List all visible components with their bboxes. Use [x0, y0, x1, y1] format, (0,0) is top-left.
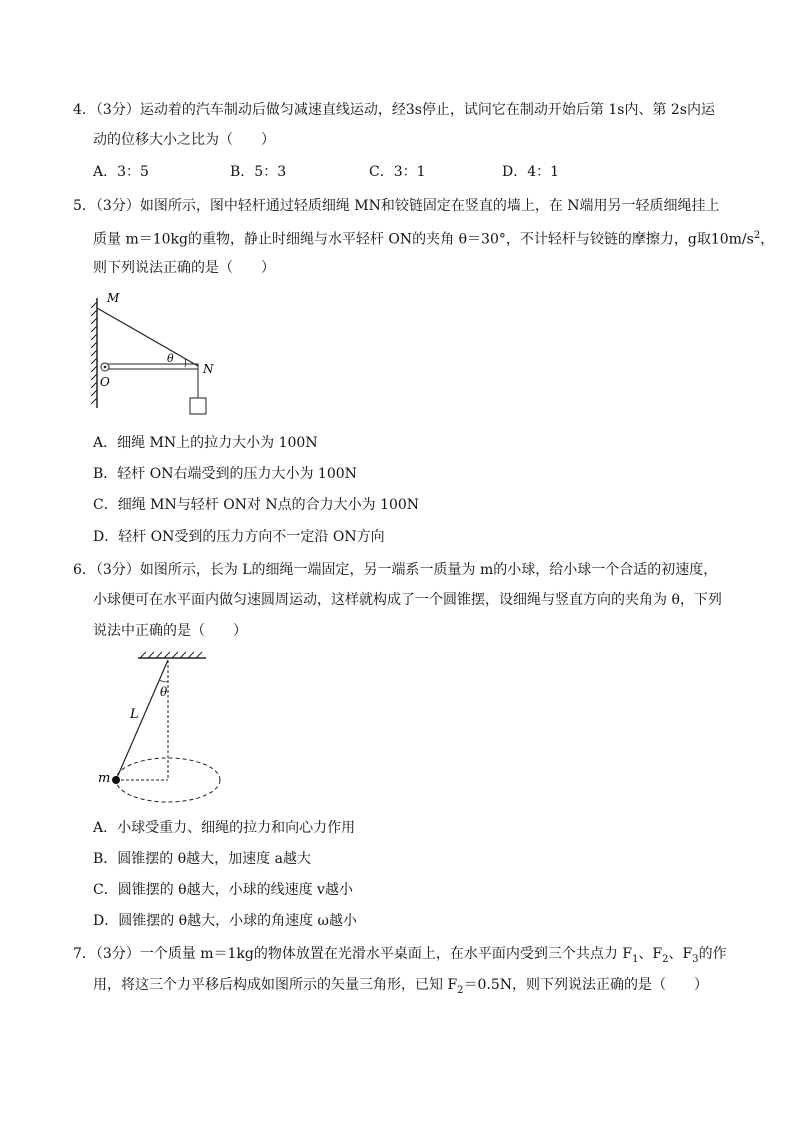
q6-line-3: 说法中正确的是（ ） — [93, 623, 247, 639]
q6-line-1: 6．（3分）如图所示，长为 L的细绳一端固定，另一端系一质量为 m的小球，给小球一个合适的初速度， — [73, 562, 718, 578]
q7-sub-1: 1 — [632, 953, 639, 965]
q6-figure-conical-pendulum — [92, 648, 252, 808]
rope-mn — [97, 308, 198, 366]
label-m: m — [98, 771, 111, 786]
theta-arc — [185, 359, 186, 367]
q5-option-a: A．细绳 MN上的拉力大小为 100N — [93, 435, 318, 451]
q5-line-1: 5．（3分）如图所示，图中轻杆通过轻质细绳 MN和铰链固定在竖直的墙上，在 N端用另一轻质细绳挂上 — [73, 198, 720, 214]
theta-arc — [159, 680, 168, 682]
q5-line-2-sup: 2 — [753, 230, 761, 241]
q6-line-2: 小球便可在水平面内做匀速圆周运动，这样就构成了一个圆锥摆，设细绳与竖直方向的夹角为 θ，下列 — [93, 592, 722, 608]
q7-line-1-sep-1: 、F — [638, 946, 663, 962]
label-n: N — [203, 362, 214, 376]
rod-on — [102, 364, 198, 369]
wall-hatch — [91, 302, 97, 404]
q6-option-b: B．圆锥摆的 θ越大，加速度 a越大 — [93, 851, 311, 867]
q7-line-2-tail: ＝0.5N，则下列说法正确的是（ ） — [463, 977, 709, 993]
label-l: L — [130, 707, 139, 722]
q7-line-1 — [73, 944, 727, 970]
ceiling-hatch — [140, 652, 202, 658]
q7-line-2-text: 用，将这三个力平移后构成如图所示的矢量三角形，已知 F — [93, 977, 458, 993]
q4-option-b: B．5：3 — [230, 164, 287, 180]
weight-block — [190, 398, 206, 414]
q4-option-c: C．3：1 — [369, 164, 426, 180]
q5-line-2-tail: ， — [760, 231, 775, 248]
q4-option-a: A．3：5 — [93, 164, 149, 180]
q6-option-a: A．小球受重力、细绳的拉力和向心力作用 — [93, 820, 356, 836]
q4-option-d: D．4：1 — [502, 164, 560, 180]
q7-sub-2: 2 — [662, 953, 669, 965]
q6-option-d: D．圆锥摆的 θ越大，小球的角速度 ω越小 — [93, 913, 357, 929]
q5-option-b: B．轻杆 ON右端受到的压力大小为 100N — [93, 466, 357, 482]
q5-option-d: D．轻杆 ON受到的压力方向不一定沿 ON方向 — [93, 529, 385, 545]
q4-line-2: 动的位移大小之比为（ ） — [93, 132, 275, 148]
label-theta: θ — [160, 685, 168, 699]
q7-line-1-sep-2: 、F — [668, 946, 693, 962]
q6-option-c: C．圆锥摆的 θ越大，小球的线速度 v越小 — [93, 882, 353, 898]
q5-line-2 — [93, 226, 774, 250]
q7-line-2 — [93, 975, 708, 1001]
label-m: M — [107, 291, 120, 305]
label-theta: θ — [167, 352, 174, 365]
q7-sub-3: 3 — [692, 953, 699, 965]
q4-line-1: 4．（3分）运动着的汽车制动后做匀减速直线运动，经3s停止，试问它在制动开始后第 1s内、第 2s内运 — [73, 102, 715, 118]
q5-line-2-text: 质量 m＝10kg的重物，静止时细绳与水平轻杆 ON的夹角 θ＝30°，不计轻杆与铰链的摩擦力，g取10m/s — [93, 231, 754, 248]
q7-line-1-tail: 的作 — [698, 946, 727, 962]
label-o: O — [100, 375, 110, 389]
string-l — [116, 660, 168, 780]
q7-line-2-sub: 2 — [457, 984, 464, 996]
q7-line-1-text: 7．（3分）一个质量 m＝1kg的物体放置在光滑水平桌面上，在水平面内受到三个共点力 F — [73, 946, 633, 962]
q5-option-c: C．细绳 MN与轻杆 ON对 N点的合力大小为 100N — [93, 497, 420, 513]
q5-figure-rod-rope — [85, 288, 225, 418]
q5-line-3: 则下列说法正确的是（ ） — [93, 260, 275, 276]
ball-icon — [112, 776, 120, 784]
